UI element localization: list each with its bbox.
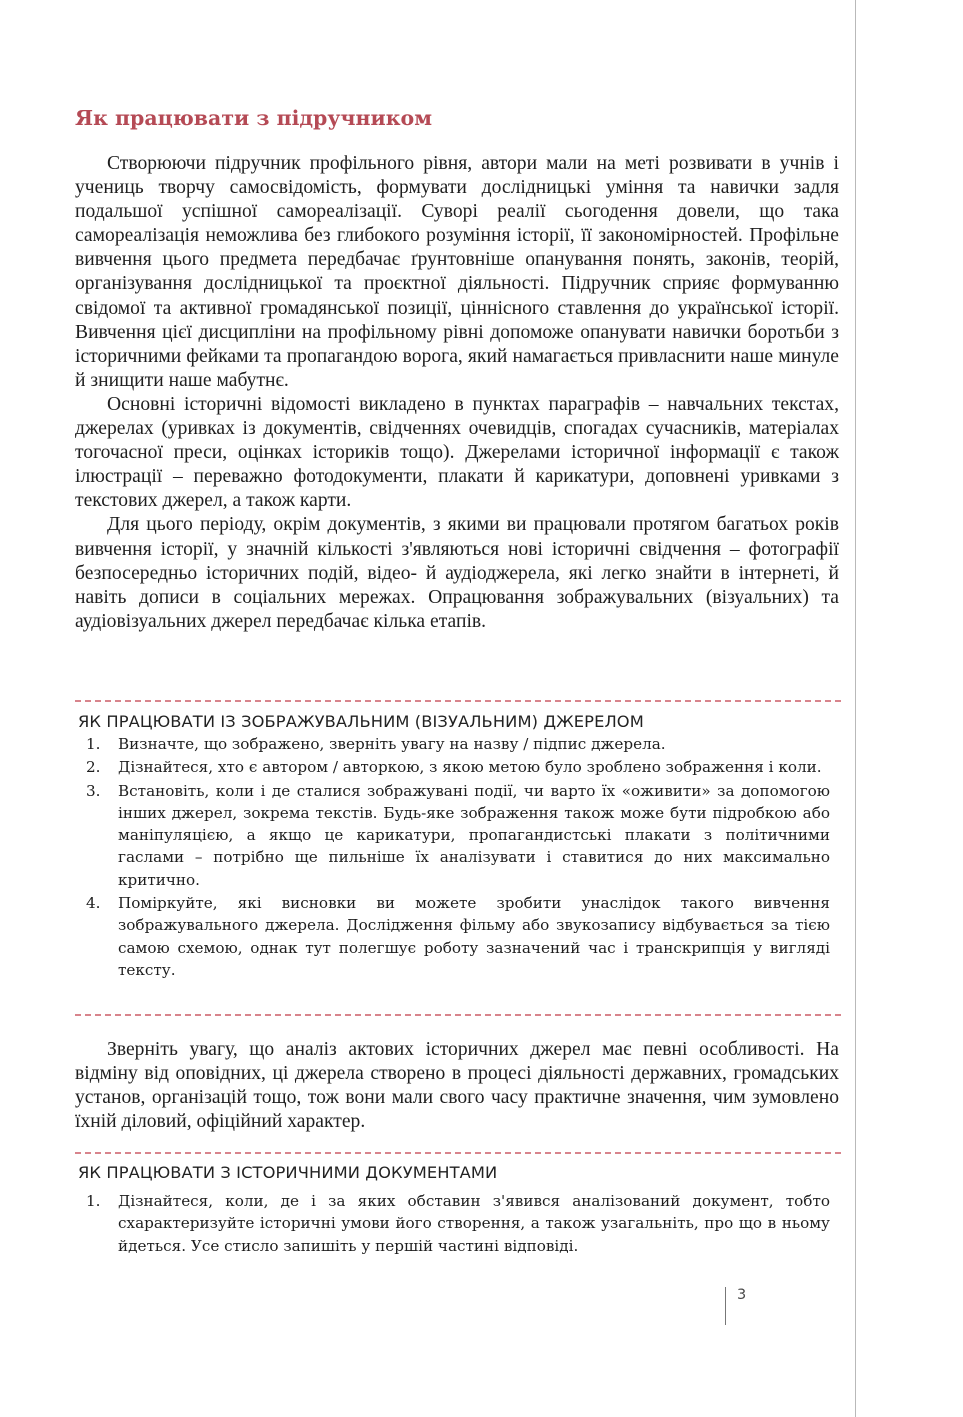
visual-source-heading: ЯК ПРАЦЮВАТИ ІЗ ЗОБРАЖУВАЛЬНИМ (ВІЗУАЛЬНИМ) ДЖЕРЕЛОМ [78,712,644,731]
step-number: 3. [86,781,101,800]
step-text: Дізнайтеся, хто є автором / авторкою, з якою метою було зроблено зображення і коли. [118,758,822,777]
documents-heading: ЯК ПРАЦЮВАТИ З ІСТОРИЧНИМИ ДОКУМЕНТАМИ [78,1163,498,1182]
step-text: Поміркуйте, які висновки ви можете зробити унаслідок такого вивчення зображувального джерела. Дослідження фільму або звукозапису відбувається за тією самою схемою, однак тут полегшує роботу зазначений час і транскрипція у вигляді тексту. [118,894,830,979]
list-item [78,1190,830,1257]
step-number: 1. [86,1192,101,1210]
dashed-divider [75,1152,841,1154]
list-item [78,756,830,778]
intro-paragraph: Для цього періоду, окрім документів, з якими ви працювали протягом багатьох років вивчення історії, у значній кількості з'являються нові історичні свідчення – фотографії безпосередньо історичних подій, відео- й аудіоджерела, які легко знайти в інтернеті, й навіть дописи в соціальних мережах. Опрацювання зображувальних (візуальних) та аудіовізуальних джерел передбачає кілька етапів. [75,514,839,632]
dashed-divider [75,700,841,702]
page-edge-line [855,0,856,1417]
step-number: 1. [86,735,101,753]
step-number: 2. [86,758,101,777]
step-text: Визначте, що зображено, зверніть увагу на назву / підпис джерела. [118,735,666,753]
intro-paragraph: Створюючи підручник профільного рівня, автори мали на меті розвивати в учнів і учениць творчу самосвідомість, формувати дослідницькі уміння та навички задля подальшої успішної самореалізації. Суворі реалії сьогодення довели, що така самореалізація неможлива без глибокого розуміння історії, її закономірностей. Профільне вивчення цього предмета передбачає ґрунтовніше опанування понять, законів, теорій, організування дослідницької та проєктної діяльності. Підручник сприяє формуванню свідомої та активної громадянської позиції, ціннісного ставлення до української історії. Вивчення цієї дисципліни на профільному рівні допоможе опанувати навички боротьби з історичними фейками та пропагандою ворога, який намагається привласнити наше минуле й знищити наше мабутнє. [75,153,839,391]
step-text: Встановіть, коли і де сталися зображувані події, чи варто їх «оживити» за допомогою інших джерел, зокрема текстів. Будь-яке зображення також може бути підробкою або маніпуляцією, а якщо це карикатури, пропагандистські плакати з політичними гаслами – потрібно ще пильніше їх аналізувати і ставитися до них максимально критично. [118,781,830,889]
intro-text [75,152,839,634]
page-title: Як працювати з підручником [75,106,433,130]
list-item [78,780,830,891]
documents-steps [78,1190,830,1258]
page-number-divider [725,1287,726,1325]
step-text: Дізнайтеся, коли, де і за яких обставин з'явився аналізований документ, тобто схарактеризуйте історичні умови його створення, а також узагальніть, про що в ньому йдеться. Усе стисло запишіть у першій частині відповіді. [118,1192,830,1255]
list-item [78,733,830,755]
dashed-divider [75,1014,841,1016]
intro-paragraph: Основні історичні відомості викладено в пунктах параграфів – навчальних текстах, джерелах (уривках із документів, свідченнях очевидців, спогадах сучасників, матеріалах тогочасної преси, оцінках істориків тощо). Джерелами історичної інформації є також ілюстрації – переважно фотодокументи, плакати й карикатури, доповнені уривками з текстових джерел, а також карти. [75,393,839,512]
list-item [78,892,830,981]
notice-paragraph: Зверніть увагу, що аналіз актових історичних джерел має певні особливості. На відміну від оповідних, ці джерела створено в процесі діяльності державних, громадських установ, організацій тощо, тож вони мали свого часу практичне значення, чим зумовлено їхній діловий, офіційний характер. [75,1039,839,1133]
page-number: 3 [737,1287,747,1303]
step-number: 4. [86,894,101,913]
notice-text [75,1038,839,1134]
visual-source-steps [78,733,830,982]
